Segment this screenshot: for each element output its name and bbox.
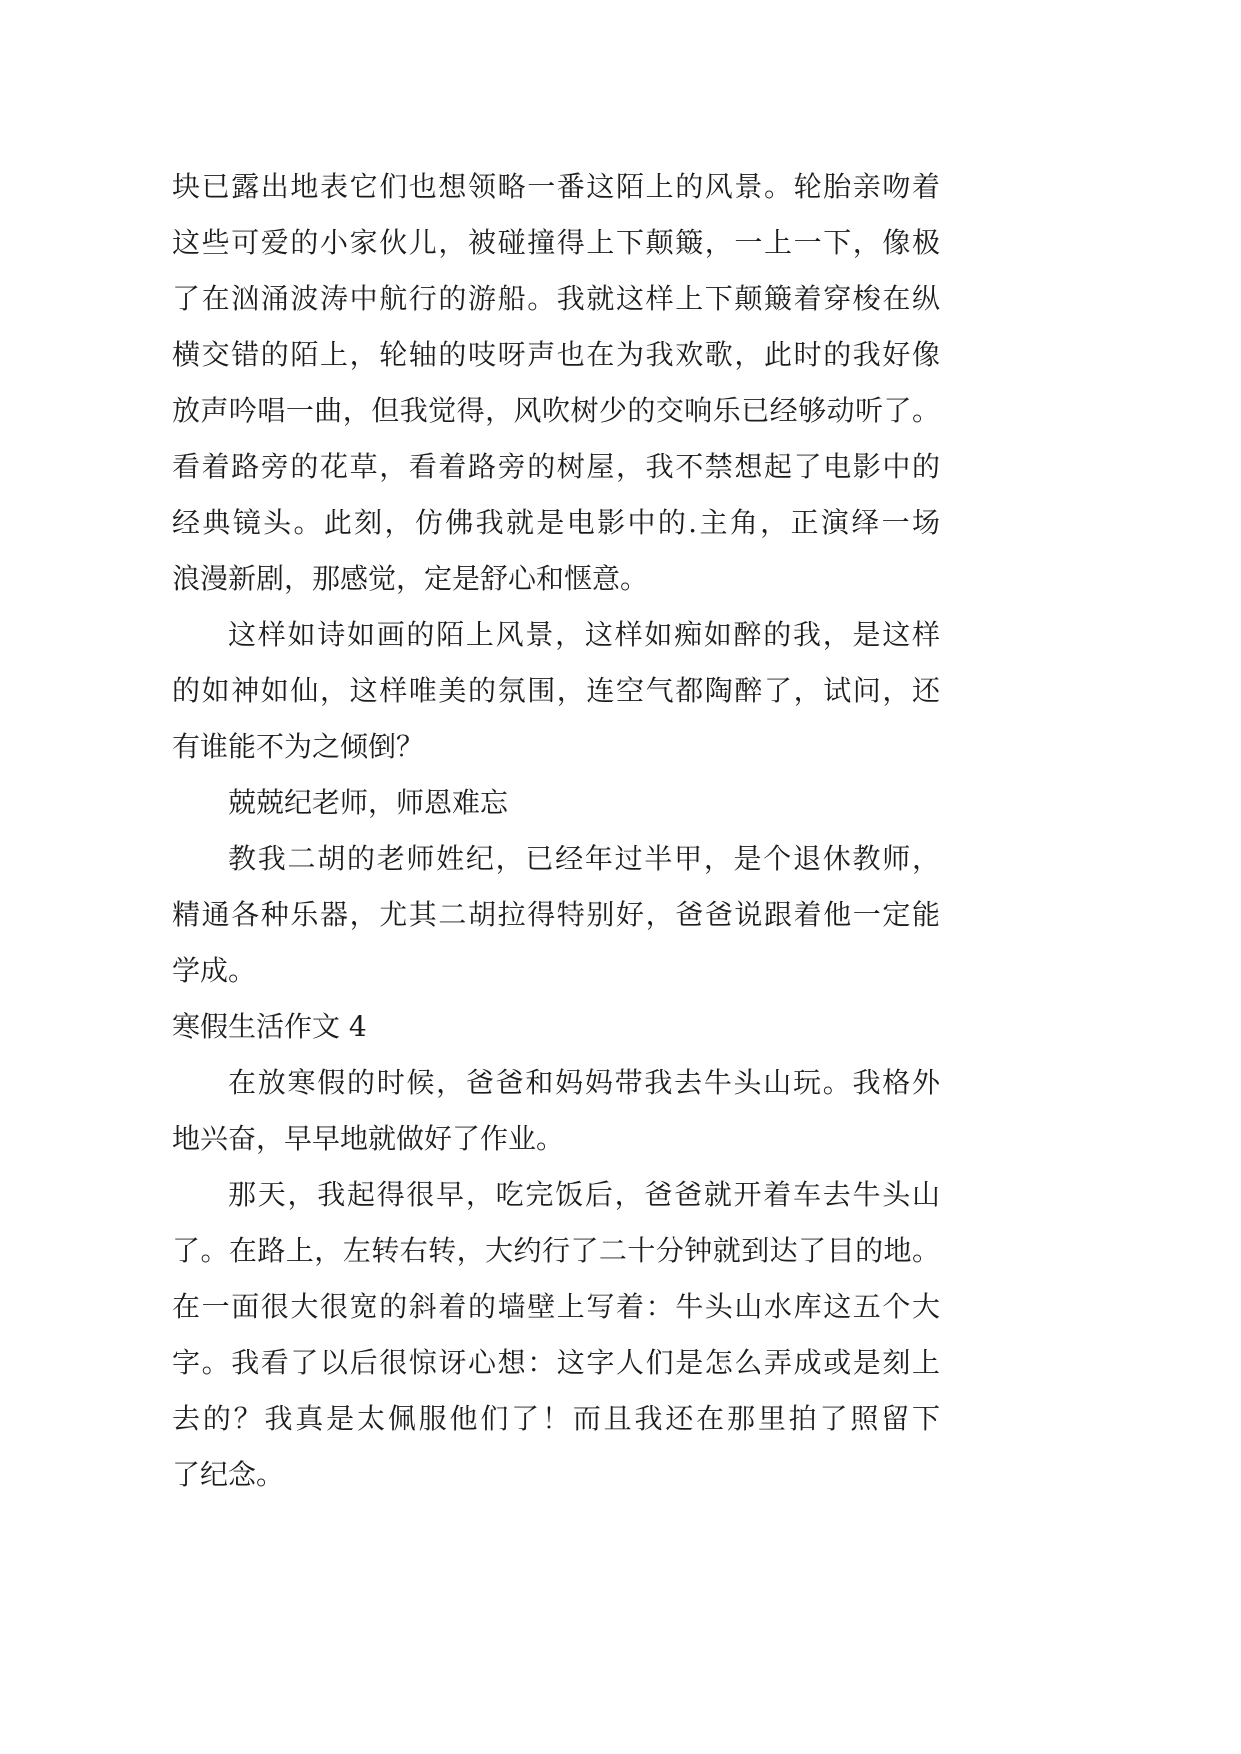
text-line: 这样如诗如画的陌上风景，这样如痴如醉的我，是这样 bbox=[228, 618, 940, 651]
text-line: 的如神如仙，这样唯美的氛围，连空气都陶醉了，试问，还 bbox=[172, 674, 940, 707]
text-line: 经典镜头。此刻，仿佛我就是电影中的.主角，正演绎一场 bbox=[172, 506, 940, 539]
text-line: 这些可爱的小家伙儿，被碰撞得上下颠簸，一上一下，像极 bbox=[172, 226, 940, 259]
paragraph bbox=[172, 1055, 940, 1167]
text-line: 横交错的陌上，轮轴的吱呀声也在为我欢歌，此时的我好像 bbox=[172, 338, 940, 371]
text-line: 教我二胡的老师姓纪，已经年过半甲，是个退休教师， bbox=[228, 842, 940, 875]
text-line: 地兴奋，早早地就做好了作业。 bbox=[172, 1122, 565, 1155]
text-line: 精通各种乐器，尤其二胡拉得特别好，爸爸说跟着他一定能 bbox=[172, 898, 940, 931]
text-line: 放声吟唱一曲，但我觉得，风吹树少的交响乐已经够动听了。 bbox=[172, 394, 940, 427]
text-line: 了。在路上，左转右转，大约行了二十分钟就到达了目的地。 bbox=[172, 1234, 940, 1267]
section-heading: 寒假生活作文 4 bbox=[172, 1010, 367, 1043]
text-line: 去的？我真是太佩服他们了！而且我还在那里拍了照留下 bbox=[172, 1402, 940, 1435]
paragraph bbox=[172, 159, 940, 607]
text-line: 了在汹涌波涛中航行的游船。我就这样上下颠簸着穿梭在纵 bbox=[172, 282, 940, 315]
text-line: 在一面很大很宽的斜着的墙壁上写着：牛头山水库这五个大 bbox=[172, 1290, 940, 1323]
text-line: 在放寒假的时候，爸爸和妈妈带我去牛头山玩。我格外 bbox=[228, 1066, 940, 1099]
text-line: 块已露出地表它们也想领略一番这陌上的风景。轮胎亲吻着 bbox=[172, 170, 940, 203]
paragraph bbox=[172, 831, 940, 999]
document-body bbox=[172, 159, 940, 1503]
text-line: 浪漫新剧，那感觉，定是舒心和惬意。 bbox=[172, 562, 649, 595]
text-line: 看着路旁的花草，看着路旁的树屋，我不禁想起了电影中的 bbox=[172, 450, 940, 483]
text-line: 有谁能不为之倾倒？ bbox=[172, 730, 425, 763]
text-line: 了纪念。 bbox=[172, 1458, 285, 1491]
paragraph bbox=[172, 607, 940, 775]
text-line: 字。我看了以后很惊讶心想：这字人们是怎么弄成或是刻上 bbox=[172, 1346, 940, 1379]
paragraph bbox=[172, 1167, 940, 1503]
text-line: 那天，我起得很早，吃完饭后，爸爸就开着车去牛头山 bbox=[228, 1178, 940, 1211]
essay-subtitle: 兢兢纪老师，师恩难忘 bbox=[228, 786, 509, 819]
text-line: 学成。 bbox=[172, 954, 257, 987]
